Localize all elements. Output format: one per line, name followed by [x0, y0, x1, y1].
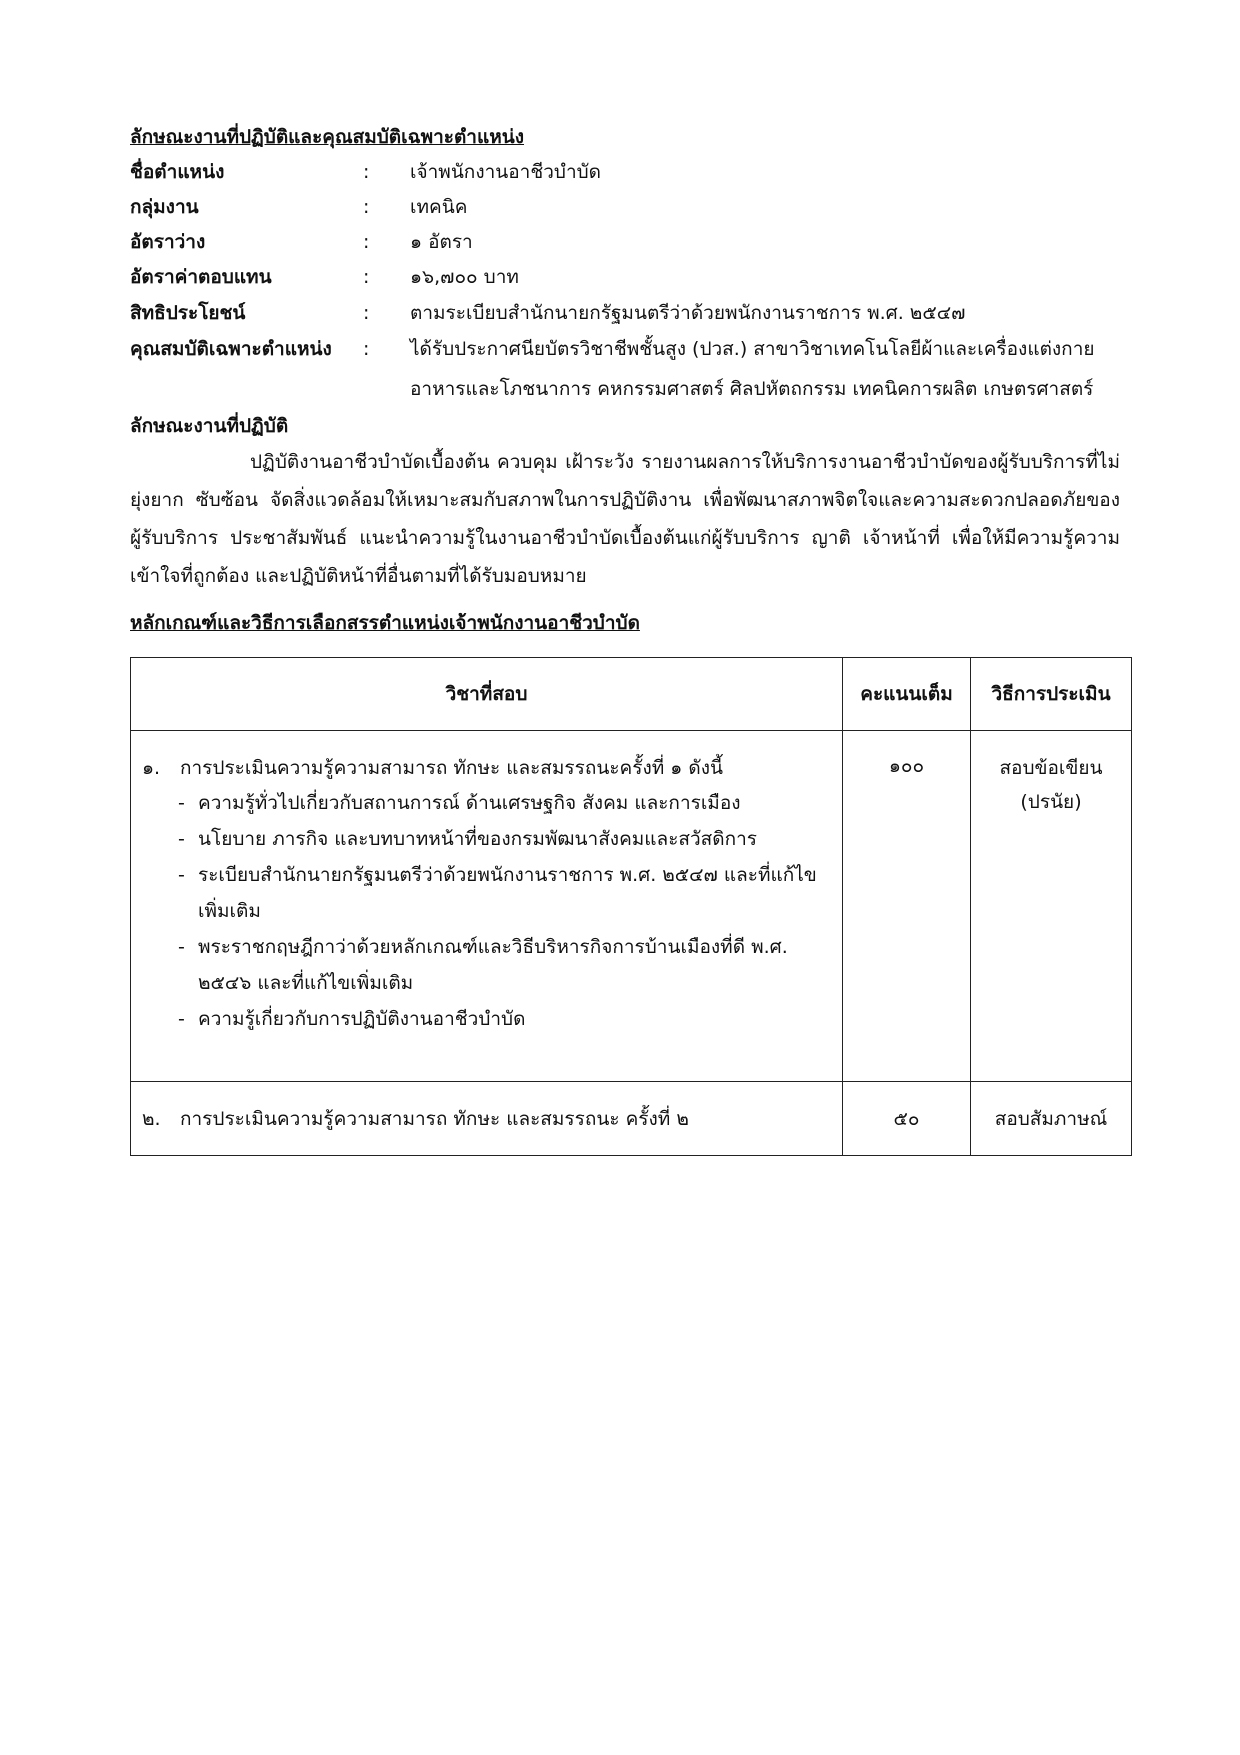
table-header-row [131, 658, 1132, 731]
info-value: เทคนิค [410, 196, 468, 218]
item-number: ๒. [142, 1107, 161, 1130]
info-colon: : [363, 231, 370, 253]
info-value: ได้รับประกาศนียบัตรวิชาชีพชั้นสูง (ปวส.) สาขาวิชาเทคโนโลยีผ้าและเครื่องแต่งกาย [410, 338, 1095, 360]
header-method: วิธีการประเมิน [971, 658, 1132, 731]
info-value: ๑๖,๗๐๐ บาท [410, 266, 519, 288]
score-cell: ๕๐ [843, 1082, 971, 1156]
method-detail: (ปรนัย) [1020, 791, 1082, 813]
header-full-score: คะแนนเต็ม [843, 658, 971, 731]
info-label: ชื่อตำแหน่ง [130, 161, 225, 183]
item-number: ๑. [142, 757, 161, 779]
list-item: - ระเบียบสำนักนายกรัฐมนตรีว่าด้วยพนักงานราชการ พ.ศ. ๒๕๔๗ และที่แก้ไขเพิ่มเติม [178, 857, 831, 929]
info-value: เจ้าพนักงานอาชีวบำบัด [410, 161, 602, 183]
method-cell [971, 731, 1132, 1082]
item-subject: การประเมินความรู้ความสามารถ ทักษะ และสมรรถนะ ครั้งที่ ๒ [180, 1107, 689, 1130]
header-subject: วิชาที่สอบ [131, 658, 843, 731]
subject-topic-list [132, 785, 841, 1037]
info-value: ตามระเบียบสำนักนายกรัฐมนตรีว่าด้วยพนักงานราชการ พ.ศ. ๒๕๔๗ [410, 302, 966, 324]
info-label: สิทธิประโยชน์ [130, 302, 246, 324]
info-label: อัตราค่าตอบแทน [130, 266, 272, 288]
list-item: - ความรู้เกี่ยวกับการปฏิบัติงานอาชีวบำบัด [178, 1001, 831, 1037]
info-colon: : [363, 161, 370, 183]
list-item: - นโยบาย ภารกิจ และบทบาทหน้าที่ของกรมพัฒนาสังคมและสวัสดิการ [178, 821, 831, 857]
subject-cell [131, 731, 843, 1082]
duties-paragraph: ปฏิบัติงานอาชีวบำบัดเบื้องต้น ควบคุม เฝ้าระวัง รายงานผลการให้บริการงานอาชีวบำบัดของผู้รับบริการที่ไม่ยุ่งยาก ซับซ้อน จัดสิ่งแวดล้อมให้เหมาะสมกับสภาพในการปฏิบัติงาน เพื่อพัฒนาสภาพจิตใจและความสะดวกปลอดภัยของผู้รับบริการ ประชาสัมพันธ์ แนะนำความรู้ในงานอาชีวบำบัดเบื้องต้นแก่ผู้รับบริการ ญาติ เจ้าหน้าที่ เพื่อให้มีความรู้ความเข้าใจที่ถูกต้อง และปฏิบัติหน้าที่อื่นตามที่ได้รับมอบหมาย [130, 451, 1120, 587]
info-colon: : [363, 266, 370, 288]
list-item: - ความรู้ทั่วไปเกี่ยวกับสถานการณ์ ด้านเศรษฐกิจ สังคม และการเมือง [178, 785, 831, 821]
page-title: ลักษณะงานที่ปฏิบัติและคุณสมบัติเฉพาะตำแหน่ง [130, 126, 525, 148]
info-label: กลุ่มงาน [130, 196, 199, 218]
info-label: คุณสมบัติเฉพาะตำแหน่ง [130, 338, 332, 360]
table-row [131, 731, 1132, 1082]
info-label: อัตราว่าง [130, 231, 206, 253]
info-colon: : [363, 196, 370, 218]
exam-table [130, 657, 1132, 1156]
info-value-continued: อาหารและโภชนาการ คหกรรมศาสตร์ ศิลปหัตถกรรม เทคนิคการผลิต เกษตรศาสตร์ [410, 378, 1094, 400]
list-item: - พระราชกฤษฎีกาว่าด้วยหลักเกณฑ์และวิธีบริหารกิจการบ้านเมืองที่ดี พ.ศ. ๒๕๔๖ และที่แก้ไขเพิ่มเติม [178, 929, 831, 1001]
subject-cell [131, 1082, 843, 1156]
info-colon: : [363, 302, 370, 324]
info-colon: : [363, 338, 370, 360]
score-cell: ๑๐๐ [843, 731, 971, 1082]
info-value: ๑ อัตรา [410, 231, 473, 253]
item-subject: การประเมินความรู้ความสามารถ ทักษะ และสมรรถนะครั้งที่ ๑ ดังนี้ [180, 757, 723, 779]
method-text: สอบข้อเขียน [999, 757, 1103, 779]
selection-criteria-heading: หลักเกณฑ์และวิธีการเลือกสรรตำแหน่งเจ้าพนักงานอาชีวบำบัด [130, 612, 640, 634]
duties-heading: ลักษณะงานที่ปฏิบัติ [130, 415, 289, 437]
method-cell: สอบสัมภาษณ์ [971, 1082, 1132, 1156]
table-row [131, 1082, 1132, 1156]
